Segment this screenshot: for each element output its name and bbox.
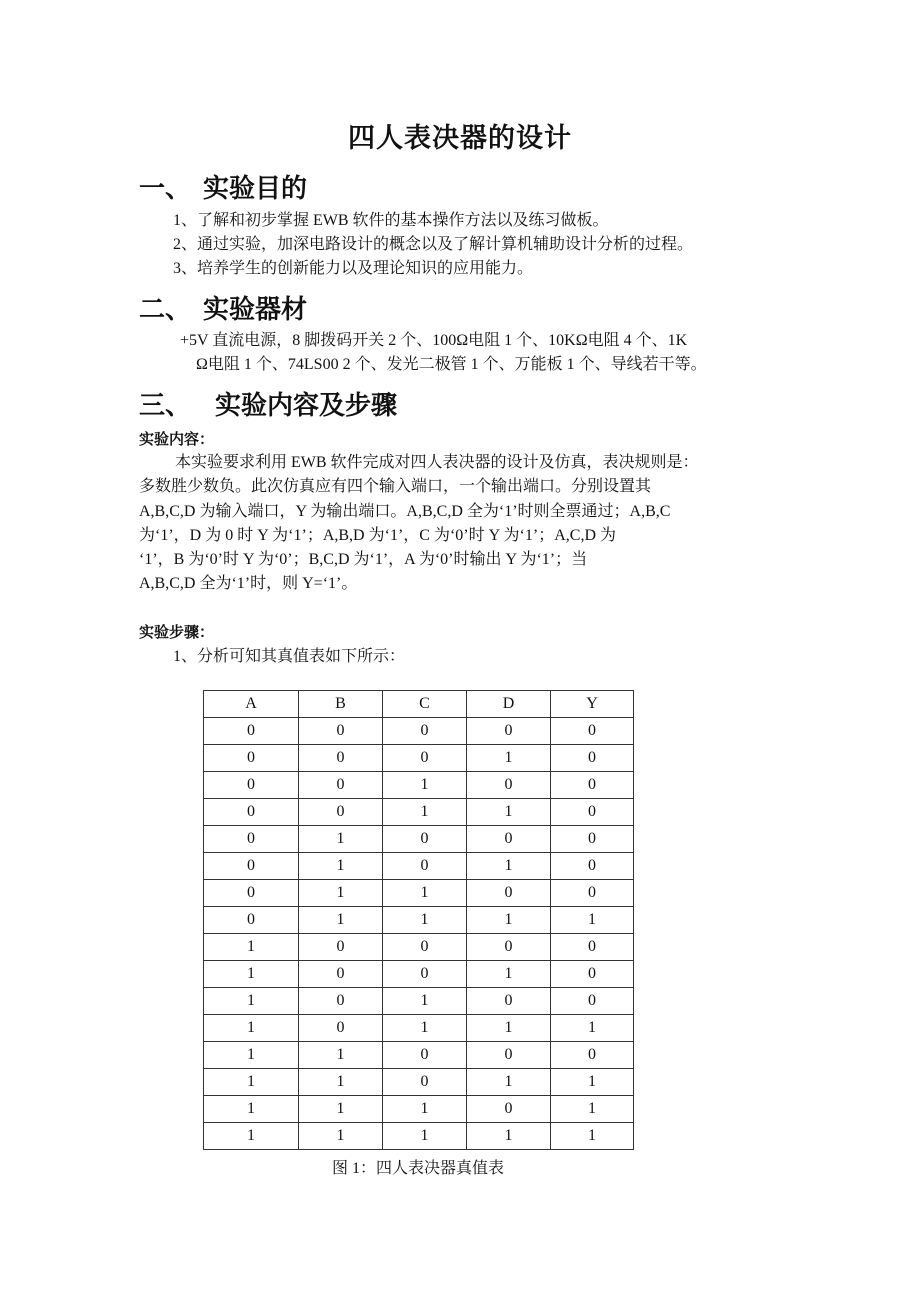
cell-y: 0 [551,1042,634,1069]
header-cell-a: A [204,691,299,718]
cell-c: 0 [383,1042,467,1069]
cell-y: 1 [551,1015,634,1042]
equipment-line-2: Ω电阻 1 个、74LS00 2 个、发光二极管 1 个、万能板 1 个、导线若干等。 [196,356,707,373]
truth-table [203,690,634,1150]
cell-d: 0 [467,772,551,799]
content-line-2: 多数胜少数负。此次仿真应有四个输入端口，一个输出端口。分别设置其 [139,478,652,495]
cell-c: 0 [383,718,467,745]
cell-y: 0 [551,799,634,826]
truth-table-body [204,718,634,1150]
section-title: 实验内容及步骤 [215,391,398,421]
cell-c: 1 [383,907,467,934]
cell-d: 1 [467,799,551,826]
step-1: 1、分析可知其真值表如下所示： [173,648,406,665]
purpose-item-1: 1、了解和初步掌握 EWB 软件的基本操作方法以及练习做板。 [173,212,609,229]
cell-b: 1 [299,853,383,880]
cell-y: 0 [551,745,634,772]
cell-d: 0 [467,880,551,907]
cell-c: 0 [383,826,467,853]
content-line-3: A,B,C,D 为输入端口，Y 为输出端口。A,B,C,D 全为‘1’时则全票通过；A,B,C [139,503,671,520]
cell-a: 0 [204,799,299,826]
cell-d: 1 [467,745,551,772]
section-heading-content-steps [139,385,397,422]
cell-y: 1 [551,1096,634,1123]
section-number: 二、 [139,295,192,325]
cell-y: 0 [551,718,634,745]
table-row [204,772,634,799]
cell-y: 0 [551,853,634,880]
cell-y: 0 [551,934,634,961]
cell-a: 0 [204,826,299,853]
cell-c: 1 [383,1015,467,1042]
cell-y: 0 [551,772,634,799]
equipment-line-1: +5V 直流电源，8 脚拨码开关 2 个、100Ω电阻 1 个、10KΩ电阻 4 个、1K [180,332,688,349]
content-line-1: 本实验要求利用 EWB 软件完成对四人表决器的设计及仿真，表决规则是： [175,454,699,471]
header-cell-c: C [383,691,467,718]
table-row [204,880,634,907]
content-line-4: 为‘1’，D 为 0 时 Y 为‘1’；A,B,D 为‘1’，C 为‘0’时 Y 为‘1’；A,C,D 为 [139,527,616,544]
cell-d: 0 [467,934,551,961]
cell-d: 0 [467,1042,551,1069]
cell-b: 1 [299,826,383,853]
cell-d: 1 [467,907,551,934]
section-number: 一、 [139,174,192,204]
steps-label: 实验步骤： [139,623,215,641]
cell-c: 0 [383,961,467,988]
cell-a: 1 [204,1096,299,1123]
table-row [204,1123,634,1150]
content-line-6: A,B,C,D 全为‘1’时，则 Y=‘1’。 [139,575,358,592]
table-row [204,853,634,880]
cell-c: 1 [383,1096,467,1123]
cell-c: 1 [383,772,467,799]
table-caption: 图 1：四人表决器真值表 [331,1160,504,1177]
cell-d: 0 [467,988,551,1015]
table-header-row [204,691,634,718]
cell-y: 1 [551,1069,634,1096]
table-row [204,1015,634,1042]
table-row [204,1042,634,1069]
cell-c: 1 [383,880,467,907]
table-row [204,1069,634,1096]
cell-a: 0 [204,853,299,880]
table-row [204,907,634,934]
cell-b: 1 [299,1042,383,1069]
cell-b: 0 [299,1015,383,1042]
cell-a: 1 [204,961,299,988]
cell-b: 1 [299,1123,383,1150]
section-title: 实验器材 [203,295,308,325]
cell-a: 1 [204,1042,299,1069]
cell-d: 1 [467,961,551,988]
cell-b: 0 [299,799,383,826]
cell-d: 0 [467,718,551,745]
cell-y: 0 [551,988,634,1015]
table-row [204,934,634,961]
table-row [204,718,634,745]
cell-y: 0 [551,961,634,988]
cell-d: 1 [467,1069,551,1096]
table-row [204,961,634,988]
cell-a: 0 [204,745,299,772]
content-line-5: ‘1’，B 为‘0’时 Y 为‘0’；B,C,D 为‘1’，A 为‘0’时输出 Y 为‘1’；当 [139,551,588,568]
section-heading-purpose [139,168,307,205]
table-row [204,799,634,826]
cell-b: 0 [299,961,383,988]
cell-a: 1 [204,934,299,961]
cell-a: 0 [204,718,299,745]
cell-d: 0 [467,1096,551,1123]
cell-b: 1 [299,907,383,934]
cell-b: 1 [299,1096,383,1123]
header-cell-y: Y [551,691,634,718]
table-row [204,988,634,1015]
table-row [204,826,634,853]
section-heading-equipment [139,289,307,326]
table-row [204,1096,634,1123]
cell-a: 0 [204,907,299,934]
purpose-item-3: 3、培养学生的创新能力以及理论知识的应用能力。 [173,260,534,277]
cell-c: 1 [383,799,467,826]
cell-y: 1 [551,907,634,934]
cell-c: 1 [383,988,467,1015]
cell-d: 1 [467,853,551,880]
table-row [204,745,634,772]
cell-b: 0 [299,772,383,799]
cell-d: 1 [467,1123,551,1150]
cell-d: 0 [467,826,551,853]
cell-b: 0 [299,718,383,745]
cell-c: 0 [383,1069,467,1096]
cell-c: 1 [383,1123,467,1150]
cell-b: 1 [299,880,383,907]
cell-b: 0 [299,934,383,961]
header-cell-b: B [299,691,383,718]
cell-a: 0 [204,880,299,907]
cell-y: 0 [551,880,634,907]
purpose-item-2: 2、通过实验，加深电路设计的概念以及了解计算机辅助设计分析的过程。 [173,236,694,253]
cell-a: 0 [204,772,299,799]
cell-b: 0 [299,988,383,1015]
section-number: 三、 [139,391,192,421]
cell-b: 0 [299,745,383,772]
cell-c: 0 [383,853,467,880]
header-cell-d: D [467,691,551,718]
cell-c: 0 [383,745,467,772]
cell-a: 1 [204,988,299,1015]
cell-b: 1 [299,1069,383,1096]
cell-a: 1 [204,1069,299,1096]
cell-a: 1 [204,1015,299,1042]
section-title: 实验目的 [203,174,308,204]
cell-y: 0 [551,826,634,853]
cell-y: 1 [551,1123,634,1150]
cell-d: 1 [467,1015,551,1042]
content-label: 实验内容： [139,430,215,448]
document-title: 四人表决器的设计 [348,123,572,154]
cell-a: 1 [204,1123,299,1150]
cell-c: 0 [383,934,467,961]
